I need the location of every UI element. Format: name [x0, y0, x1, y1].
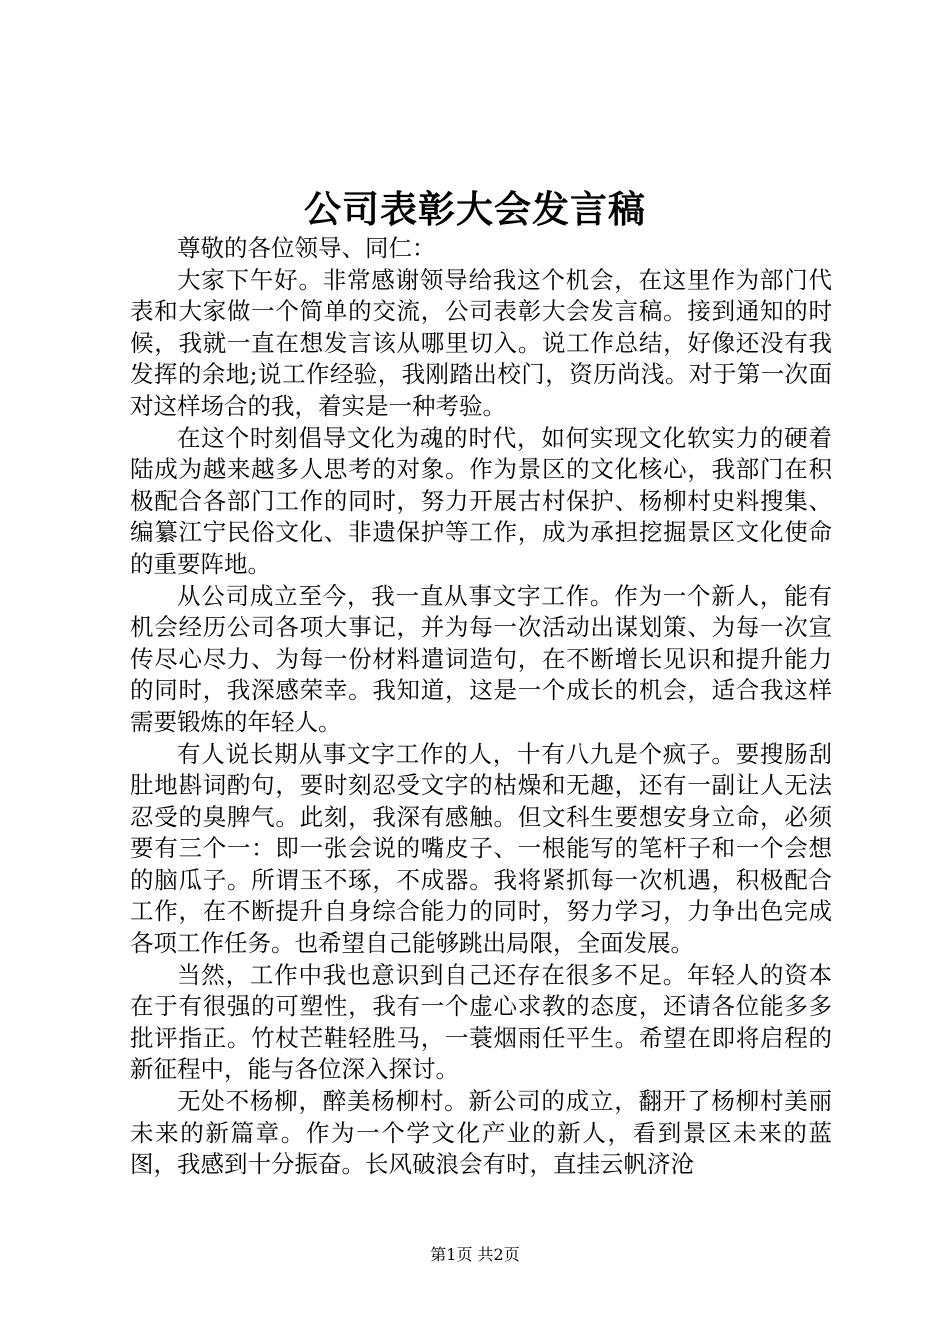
paragraph: 当然，工作中我也意识到自己还存在很多不足。年轻人的资本在于有很强的可塑性，我有一个虚心求教的态度，还请各位能多多批评指正。竹杖芒鞋轻胜马，一蓑烟雨任平生。希望在即将启程的新征程中，能与各位深入探讨。 — [130, 960, 832, 1084]
paragraph: 从公司成立至今，我一直从事文字工作。作为一个新人，能有机会经历公司各项大事记，并为每一次活动出谋划策、为每一次宣传尽心尽力、为每一份材料遣词造句，在不断增长见识和提升能力的同时，我深感荣幸。我知道，这是一个成长的机会，适合我这样需要锻炼的年轻人。 — [130, 581, 832, 736]
document-title: 公司表彰大会发言稿 — [304, 187, 646, 231]
paragraph: 在这个时刻倡导文化为魂的时代，如何实现文化软实力的硬着陆成为越来越多人思考的对象。作为景区的文化核心，我部门在积极配合各部门工作的同时，努力开展古村保护、杨柳村史料搜集、编纂江宁民俗文化、非遗保护等工作，成为承担挖掘景区文化使命的重要阵地。 — [130, 423, 832, 578]
document-body — [130, 233, 832, 1181]
paragraph: 大家下午好。非常感谢领导给我这个机会，在这里作为部门代表和大家做一个简单的交流，公司表彰大会发言稿。接到通知的时候，我就一直在想发言该从哪里切入。说工作总结，好像还没有我发挥的余地;说工作经验，我刚踏出校门，资历尚浅。对于第一次面对这样场合的我，着实是一种考验。 — [130, 265, 832, 420]
paragraph-salutation: 尊敬的各位领导、同仁： — [177, 234, 436, 262]
page-number-footer: 第1页 共2页 — [430, 1245, 520, 1264]
paragraph: 无处不杨柳，醉美杨柳村。新公司的成立，翻开了杨柳村美丽未来的新篇章。作为一个学文化产业的新人，看到景区未来的蓝图，我感到十分振奋。长风破浪会有时，直挂云帆济沧 — [130, 1087, 832, 1179]
paragraph: 有人说长期从事文字工作的人，十有八九是个疯子。要搜肠刮肚地斟词酌句，要时刻忍受文字的枯燥和无趣，还有一副让人无法忍受的臭脾气。此刻，我深有感触。但文科生要想安身立命，必须要有三个一：即一张会说的嘴皮子、一根能写的笔杆子和一个会想的脑瓜子。所谓玉不琢，不成器。我将紧抓每一次机遇，积极配合工作，在不断提升自身综合能力的同时，努力学习，力争出色完成各项工作任务。也希望自己能够跳出局限，全面发展。 — [130, 739, 832, 958]
